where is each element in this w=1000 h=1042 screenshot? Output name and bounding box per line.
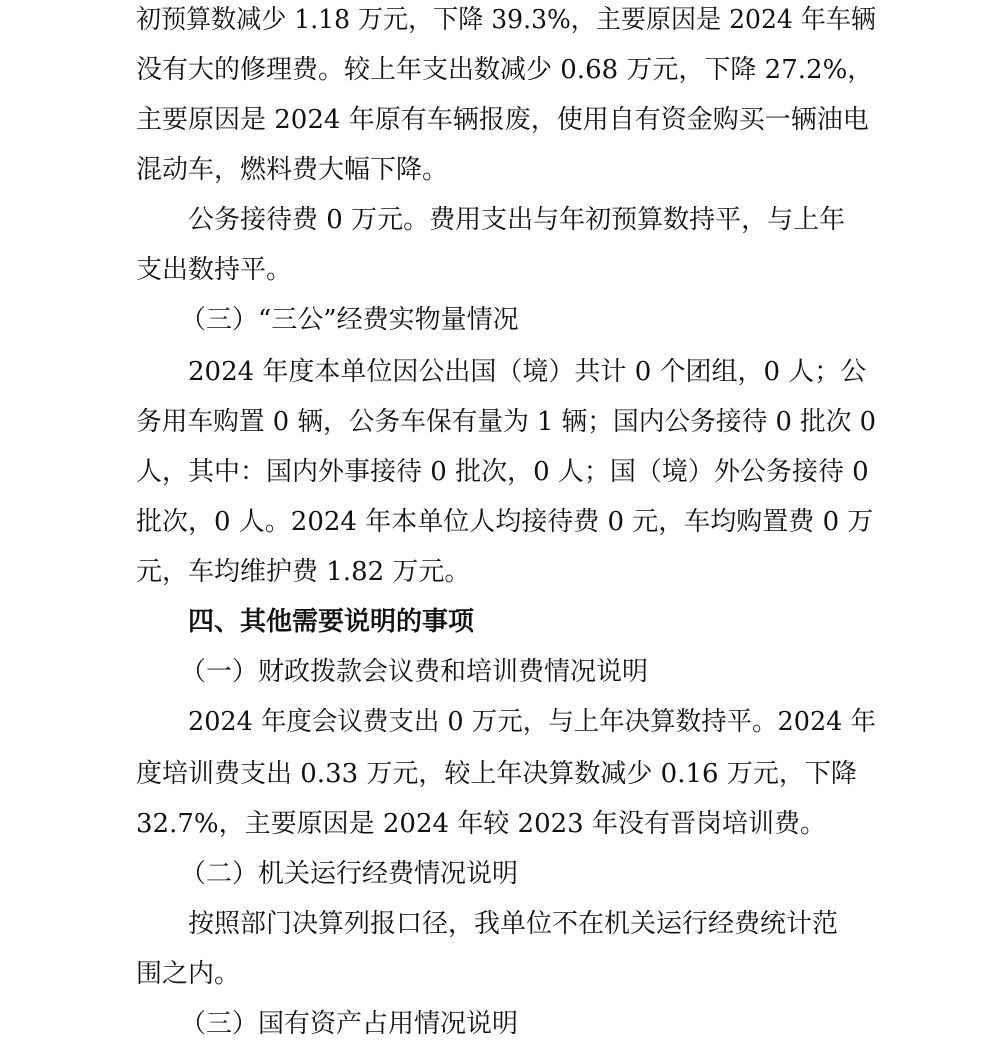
subsection-heading: （一）财政拨款会议费和培训费情况说明 (180, 657, 649, 687)
body-text-line: 围之内。 (136, 959, 241, 989)
paragraph-first-line: 按照部门决算列报口径，我单位不在机关运行经费统计范 (188, 909, 839, 939)
subsection-heading: （三）国有资产占用情况说明 (180, 1009, 519, 1039)
body-text-line: 没有大的修理费。较上年支出数减少 0.68 万元，下降 27.2%， (136, 55, 874, 85)
paragraph-first-line: 公务接待费 0 万元。费用支出与年初预算数持平，与上年 (188, 205, 846, 235)
body-text-line: 元，车均维护费 1.82 万元。 (136, 557, 471, 587)
body-text-line: 主要原因是 2024 年原有车辆报废，使用自有资金购买一辆油电 (136, 105, 869, 135)
paragraph-first-line: 2024 年度本单位因公出国（境）共计 0 个团组，0 人；公 (188, 357, 867, 387)
body-text-line: 务用车购置 0 辆，公务车保有量为 1 辆；国内公务接待 0 批次 0 (136, 407, 877, 437)
body-text-line: 人，其中：国内外事接待 0 批次，0 人；国（境）外公务接待 0 (136, 457, 869, 487)
body-text-line: 初预算数减少 1.18 万元，下降 39.3%，主要原因是 2024 年车辆 (136, 5, 876, 35)
body-text-line: 32.7%，主要原因是 2024 年较 2023 年没有晋岗培训费。 (136, 809, 826, 839)
body-text-line: 支出数持平。 (136, 255, 293, 285)
subsection-heading: （二）机关运行经费情况说明 (180, 859, 519, 889)
body-text-line: 批次，0 人。2024 年本单位人均接待费 0 元，车均购置费 0 万 (136, 507, 874, 537)
subsection-heading: （三）“三公”经费实物量情况 (180, 305, 519, 335)
body-text-line: 混动车，燃料费大幅下降。 (136, 155, 449, 185)
paragraph-first-line: 2024 年度会议费支出 0 万元，与上年决算数持平。2024 年 (188, 707, 876, 737)
section-heading: 四、其他需要说明的事项 (188, 607, 475, 637)
body-text-line: 度培训费支出 0.33 万元，较上年决算数减少 0.16 万元，下降 (136, 759, 857, 789)
